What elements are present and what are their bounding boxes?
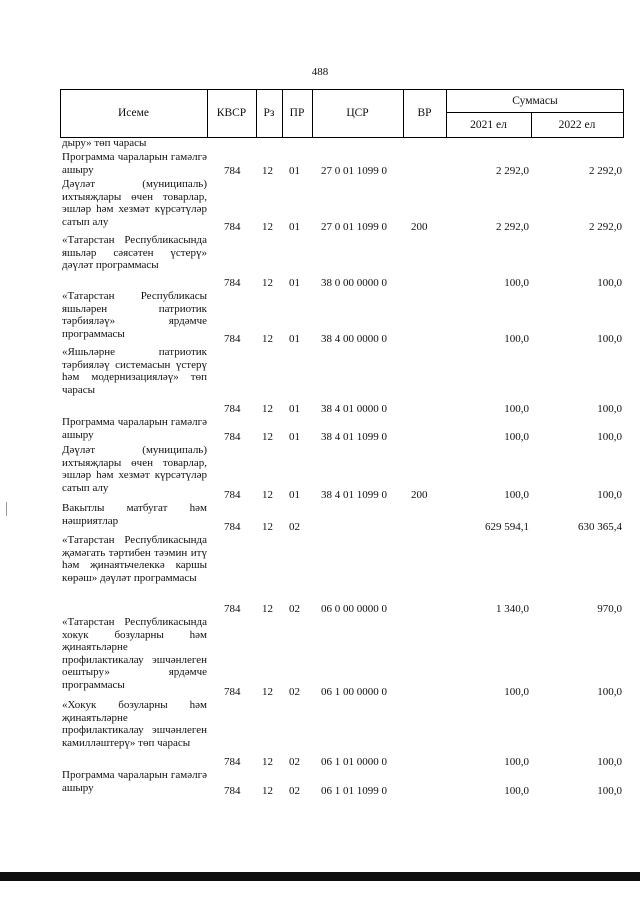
table-row	[60, 290, 624, 346]
row-rz: 12	[262, 489, 273, 501]
row-kvsr: 784	[224, 756, 241, 768]
row-kvsr: 784	[224, 333, 241, 345]
row-csr: 27 0 01 1099 0	[321, 165, 387, 177]
row-sum-2021: 100,0	[504, 277, 529, 289]
row-pr: 01	[289, 165, 300, 177]
row-pr: 01	[289, 333, 300, 345]
row-rz: 12	[262, 165, 273, 177]
row-sum-2022: 100,0	[597, 785, 622, 797]
row-rz: 12	[262, 333, 273, 345]
row-kvsr: 784	[224, 403, 241, 415]
row-csr: 06 1 01 0000 0	[321, 756, 387, 768]
row-kvsr: 784	[224, 785, 241, 797]
row-pr: 02	[289, 521, 300, 533]
row-csr: 38 4 01 0000 0	[321, 403, 387, 415]
row-kvsr: 784	[224, 165, 241, 177]
row-pr: 02	[289, 603, 300, 615]
row-csr: 38 4 01 1099 0	[321, 489, 387, 501]
row-sum-2021: 629 594,1	[485, 521, 529, 533]
row-pr: 02	[289, 756, 300, 768]
row-pr: 01	[289, 221, 300, 233]
table-row	[60, 137, 624, 151]
row-sum-2022: 100,0	[597, 403, 622, 415]
row-pr: 02	[289, 686, 300, 698]
row-sum-2021: 100,0	[504, 431, 529, 443]
table-row	[60, 444, 624, 502]
row-name: Вакытлы матбугат һәм нәшриятлар	[62, 502, 207, 527]
row-kvsr: 784	[224, 489, 241, 501]
row-sum-2021: 2 292,0	[496, 165, 529, 177]
row-sum-2022: 2 292,0	[589, 165, 622, 177]
header-vr: ВР	[417, 107, 432, 119]
header-pr: ПР	[289, 107, 305, 119]
row-rz: 12	[262, 521, 273, 533]
row-sum-2022: 100,0	[597, 686, 622, 698]
row-pr: 02	[289, 785, 300, 797]
row-pr: 01	[289, 403, 300, 415]
row-vr: 200	[411, 489, 428, 501]
table-row	[60, 769, 624, 798]
table-row	[60, 234, 624, 290]
row-rz: 12	[262, 431, 273, 443]
table-row	[60, 346, 624, 416]
row-kvsr: 784	[224, 221, 241, 233]
row-sum-2021: 100,0	[504, 403, 529, 415]
row-sum-2022: 2 292,0	[589, 221, 622, 233]
scan-margin-mark	[6, 502, 7, 516]
row-sum-2022: 630 365,4	[578, 521, 622, 533]
row-rz: 12	[262, 277, 273, 289]
row-sum-2022: 100,0	[597, 277, 622, 289]
row-name: Программа чараларын гамәлгә ашыру	[62, 769, 207, 794]
row-sum-2021: 100,0	[504, 686, 529, 698]
row-kvsr: 784	[224, 277, 241, 289]
row-sum-2021: 100,0	[504, 489, 529, 501]
row-name: «Татарстан Республикасында яшьләр сәясәтен үстерү» дәүләт программасы	[62, 234, 207, 272]
header-year-2022: 2022 ел	[558, 118, 596, 131]
row-name: дыру» төп чарасы	[62, 137, 147, 149]
header-name: Исеме	[117, 107, 150, 119]
row-sum-2022: 100,0	[597, 756, 622, 768]
row-csr: 06 0 00 0000 0	[321, 603, 387, 615]
row-sum-2021: 100,0	[504, 333, 529, 345]
row-sum-2021: 1 340,0	[496, 603, 529, 615]
scan-edge-bar	[0, 872, 640, 881]
row-rz: 12	[262, 603, 273, 615]
row-csr: 38 4 00 0000 0	[321, 333, 387, 345]
row-name: «Татарстан Республикасында хокук бозуларны һәм җинаятьләрне профилактикалау эшчәнлеген оештыру» ярдәмче программасы	[62, 616, 207, 691]
table-row	[60, 151, 624, 178]
table-row	[60, 502, 624, 534]
row-rz: 12	[262, 785, 273, 797]
header-sums: Суммасы	[512, 94, 558, 107]
row-rz: 12	[262, 403, 273, 415]
table-row	[60, 416, 624, 444]
row-csr: 06 1 01 1099 0	[321, 785, 387, 797]
row-sum-2022: 100,0	[597, 333, 622, 345]
row-csr: 27 0 01 1099 0	[321, 221, 387, 233]
row-name: «Хокук бозуларны һәм җинаятьләрне профилактикалау эшчәнлеген камилләштерү» төп чарасы	[62, 699, 207, 749]
row-csr: 38 0 00 0000 0	[321, 277, 387, 289]
header-csr: ЦСР	[346, 107, 369, 119]
row-pr: 01	[289, 277, 300, 289]
row-name: Программа чараларын гамәлгә ашыру	[62, 151, 207, 176]
row-kvsr: 784	[224, 686, 241, 698]
row-rz: 12	[262, 756, 273, 768]
row-csr: 06 1 00 0000 0	[321, 686, 387, 698]
row-name: «Яшьләрне патриотик тәрбияләү системасын үстерү һәм модернизацияләү» төп чарасы	[62, 346, 207, 396]
row-sum-2021: 100,0	[504, 785, 529, 797]
header-year-2021: 2021 ел	[470, 118, 507, 131]
row-kvsr: 784	[224, 521, 241, 533]
row-name: Дәүләт (муниципаль) ихтыяҗлары өчен товарлар, эшләр һәм хезмәт күрсәтүләр сатып алу	[62, 178, 207, 228]
header-kvsr: КВСР	[216, 107, 247, 119]
row-sum-2022: 100,0	[597, 431, 622, 443]
row-sum-2021: 2 292,0	[496, 221, 529, 233]
row-vr: 200	[411, 221, 428, 233]
row-rz: 12	[262, 221, 273, 233]
row-name: Программа чараларын гамәлгә ашыру	[62, 416, 207, 441]
row-sum-2022: 100,0	[597, 489, 622, 501]
page-number: 488	[311, 66, 329, 78]
row-name: «Татарстан Республикасында җәмәгать тәртибен тәэмин итү һәм җинаятьчелеккә каршы көрәш» дәүләт программасы	[62, 534, 207, 584]
row-rz: 12	[262, 686, 273, 698]
row-name: «Татарстан Республикасы яшьләрен патриотик тәрбияләү» ярдәмче программасы	[62, 290, 207, 340]
table-row	[60, 534, 624, 616]
row-pr: 01	[289, 431, 300, 443]
row-pr: 01	[289, 489, 300, 501]
row-kvsr: 784	[224, 431, 241, 443]
row-sum-2021: 100,0	[504, 756, 529, 768]
row-kvsr: 784	[224, 603, 241, 615]
table-row	[60, 616, 624, 699]
header-rz: Рз	[263, 107, 275, 119]
row-csr: 38 4 01 1099 0	[321, 431, 387, 443]
row-name: Дәүләт (муниципаль) ихтыяҗлары өчен товарлар, эшләр һәм хезмәт күрсәтүләр сатып алу	[62, 444, 207, 494]
table-row	[60, 178, 624, 234]
table-row	[60, 699, 624, 769]
row-sum-2022: 970,0	[597, 603, 622, 615]
